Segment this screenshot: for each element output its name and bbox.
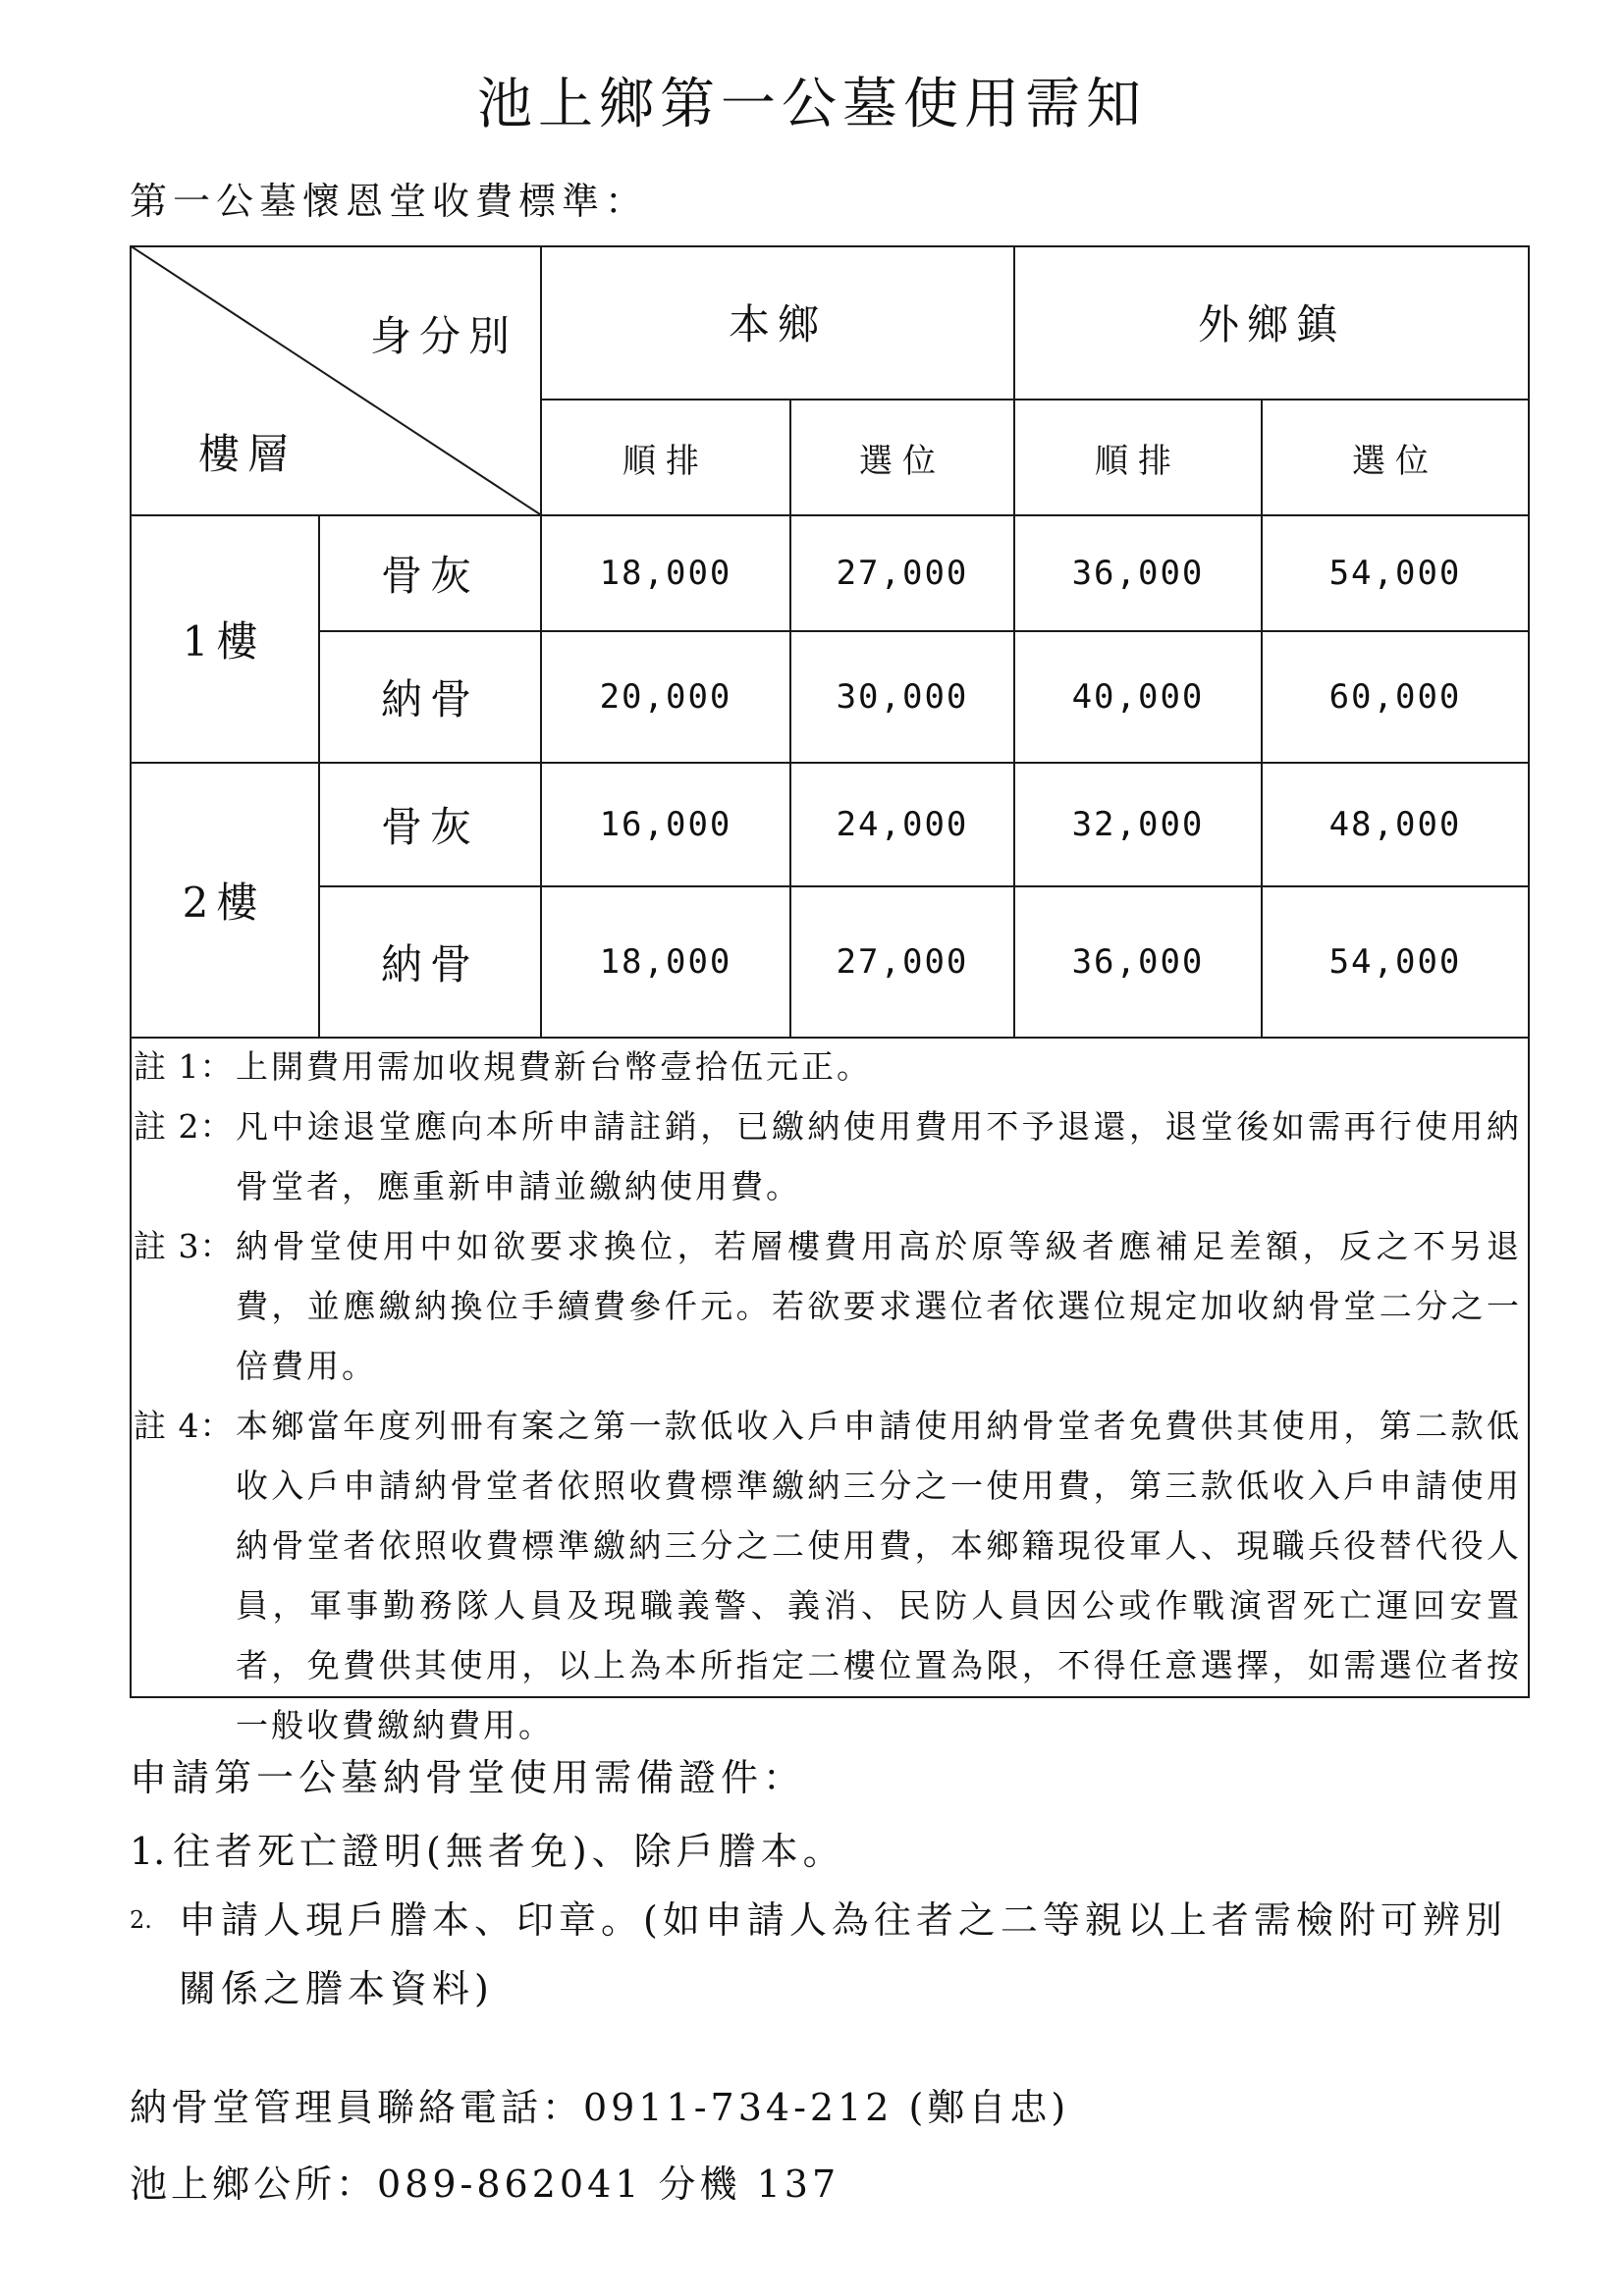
corner-header-identity: 身分別 <box>369 312 517 360</box>
subheader-local-sequential: 順排 <box>623 441 709 481</box>
group-header-local: 本鄉 <box>728 300 827 348</box>
subheader-other-sequential: 順排 <box>1095 441 1181 481</box>
required-documents-heading: 申請第一公墓納骨堂使用需備證件： <box>130 1756 806 1799</box>
note-item <box>130 1096 1530 1216</box>
contact-info <box>130 2069 1069 2222</box>
row-type-label: 納骨 <box>380 675 479 723</box>
note-item <box>130 1396 1530 1755</box>
fee-value: 20,000 <box>599 677 732 717</box>
fee-value: 54,000 <box>1328 942 1462 982</box>
floor-label-1f: 1樓 <box>182 617 266 666</box>
document-item-number: 1. <box>130 1830 166 1873</box>
manager-contact: 納骨堂管理員聯絡電話：0911-734-212 (鄭自忠) <box>130 2086 1070 2129</box>
subheader-other-selected: 選位 <box>1352 441 1438 481</box>
page-title: 池上鄉第一公墓使用需知 <box>477 73 1147 136</box>
fee-value: 16,000 <box>599 805 732 844</box>
fee-value: 60,000 <box>1328 677 1462 717</box>
fee-value: 48,000 <box>1328 805 1462 844</box>
corner-header-floor: 樓層 <box>197 430 297 478</box>
note-tag: 註 2： <box>134 1107 234 1146</box>
fee-table <box>130 245 1530 1744</box>
note-tag: 註 1： <box>134 1047 234 1086</box>
required-documents <box>130 1747 1530 2023</box>
fee-value: 27,000 <box>836 554 969 593</box>
note-item <box>130 1216 1530 1396</box>
fee-value: 36,000 <box>1071 942 1205 982</box>
row-type-label: 骨灰 <box>380 552 479 600</box>
fee-value: 32,000 <box>1071 805 1205 844</box>
document-item-number: 2. <box>130 1906 152 1934</box>
fee-standard-heading: 第一公墓懷恩堂收費標準： <box>130 180 649 223</box>
note-text: 納骨堂使用中如欲要求換位，若層樓費用高於原等級者應補足差額，反之不另退費，並應繳納換位手續費參仟元。若欲要求選位者依選位規定加收納骨堂二分之一倍費用。 <box>236 1227 1522 1385</box>
fee-notes <box>130 1037 1530 1755</box>
note-item <box>130 1037 1530 1096</box>
fee-value: 18,000 <box>599 554 732 593</box>
fee-value: 24,000 <box>836 805 969 844</box>
office-contact: 池上鄉公所：089-862041 分機 137 <box>130 2163 840 2206</box>
fee-value: 27,000 <box>836 942 969 982</box>
subheader-local-selected: 選位 <box>859 441 946 481</box>
group-header-other-towns: 外鄉鎮 <box>1197 300 1345 348</box>
fee-value: 54,000 <box>1328 554 1462 593</box>
document-item <box>130 1817 1530 1886</box>
row-type-label: 骨灰 <box>380 803 479 851</box>
note-tag: 註 4： <box>134 1407 234 1445</box>
fee-value: 30,000 <box>836 677 969 717</box>
fee-value: 18,000 <box>599 942 732 982</box>
document-item <box>130 1886 1530 2023</box>
fee-value: 36,000 <box>1071 554 1205 593</box>
document-item-text: 申請人現戶謄本、印章。(如申請人為往者之二等親以上者需檢附可辨別關係之謄本資料) <box>179 1898 1507 2010</box>
row-type-label: 納骨 <box>380 940 479 988</box>
note-text: 上開費用需加收規費新台幣壹拾伍元正。 <box>236 1047 872 1086</box>
note-text: 本鄉當年度列冊有案之第一款低收入戶申請使用納骨堂者免費供其使用，第二款低收入戶申請納骨堂者依照收費標準繳納三分之一使用費，第三款低收入戶申請使用納骨堂者依照收費標準繳納三分之二使用費，本鄉籍現役軍人、現職兵役替代役人員，軍事勤務隊人員及現職義警、義消、民防人員因公或作戰演習死亡運回安置者，免費供其使用，以上為本所指定二樓位置為限，不得任意選擇，如需選位者按一般收費繳納費用。 <box>236 1407 1522 1744</box>
floor-label-2f: 2樓 <box>182 879 266 927</box>
note-tag: 註 3： <box>134 1227 234 1265</box>
fee-value: 40,000 <box>1071 677 1205 717</box>
document-item-text: 往者死亡證明(無者免)、除戶謄本。 <box>173 1830 845 1873</box>
note-text: 凡中途退堂應向本所申請註銷，已繳納使用費用不予退還，退堂後如需再行使用納骨堂者，應重新申請並繳納使用費。 <box>236 1107 1522 1205</box>
